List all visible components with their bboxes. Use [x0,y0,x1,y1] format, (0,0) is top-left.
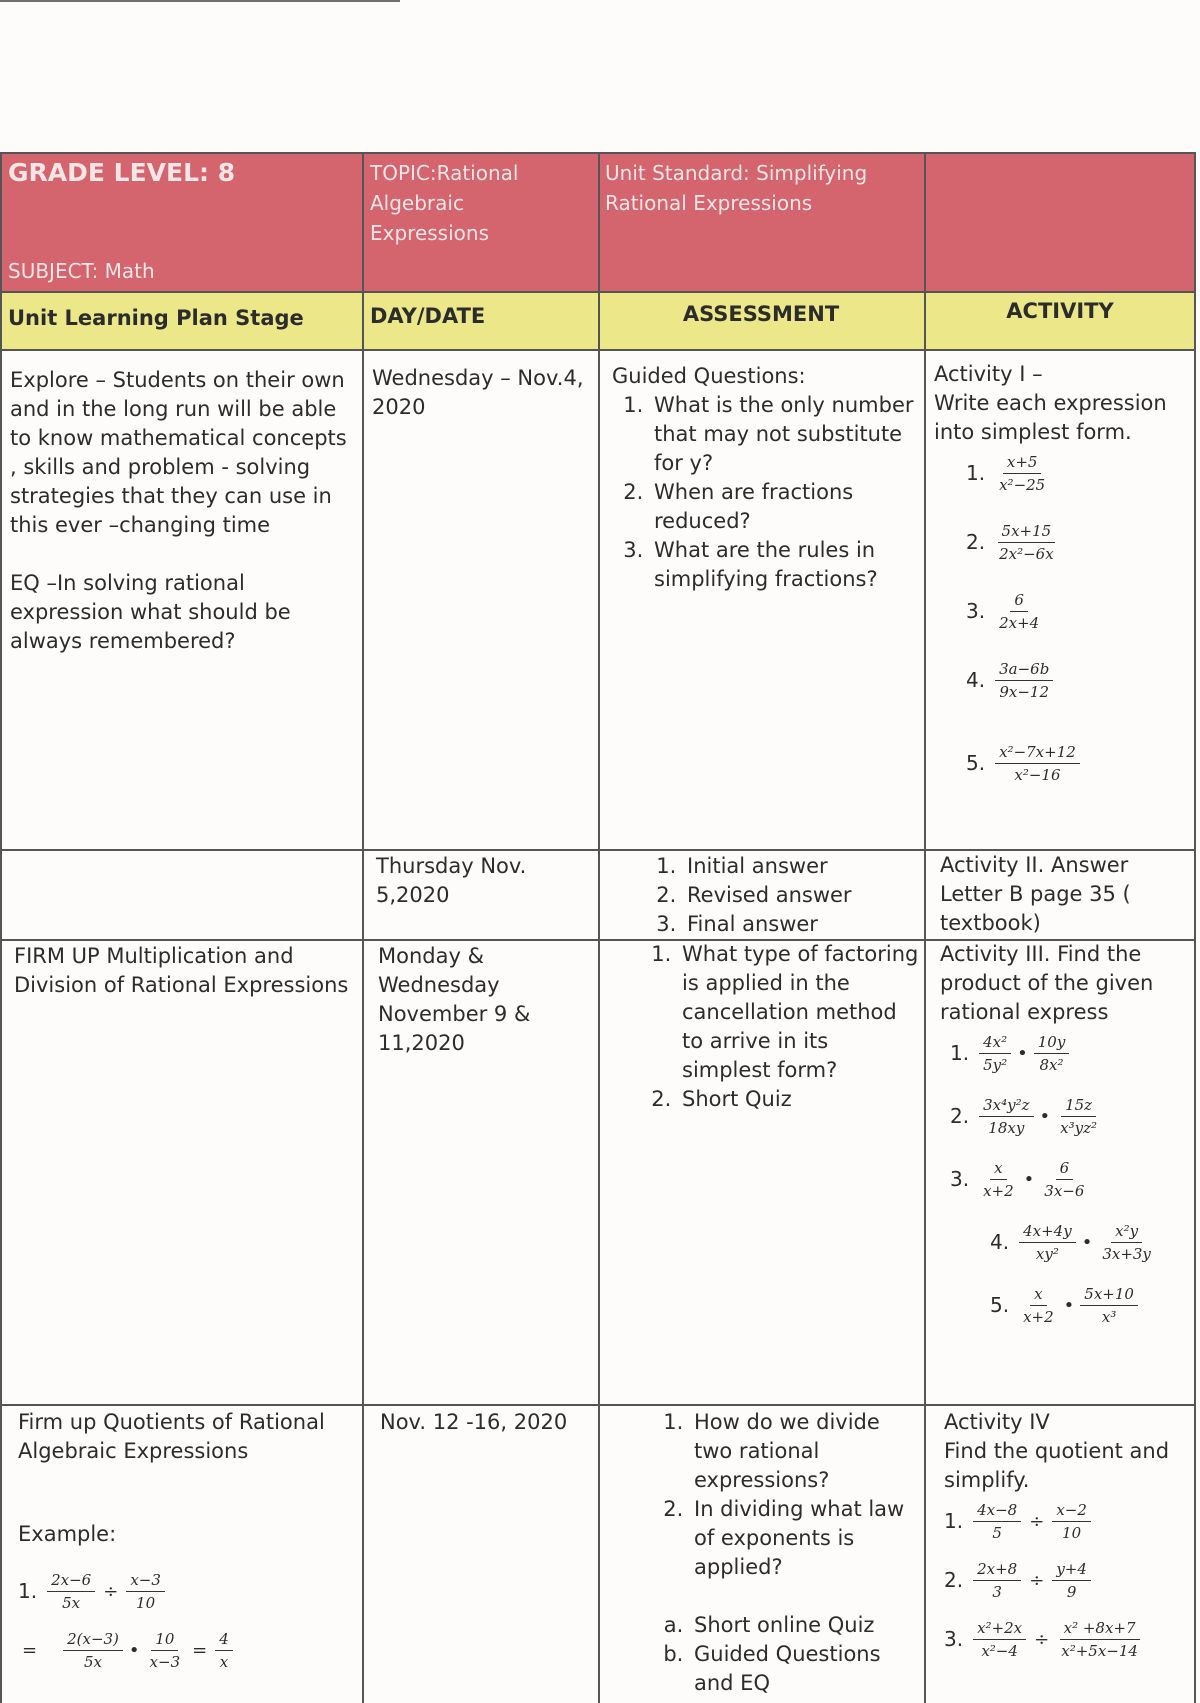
denominator: 3x+3y [1102,1245,1151,1263]
exercise-number: 2. [950,1104,970,1128]
exercise-number: 3. [944,1627,964,1651]
row1-exercise [966,453,1189,494]
divide-operator: ÷ [1029,1570,1045,1591]
rule-col3 [924,152,926,1703]
denominator: 9x−12 [999,683,1050,701]
grade-level: GRADE LEVEL: 8 [8,158,236,187]
row1-assessment-title: Guided Questions: [612,364,806,388]
row2-activity: Activity II. Answer Letter B page 35 ( textbook) [940,853,1131,935]
row3-exercise [950,1096,1192,1137]
multiply-operator: • [1039,1106,1051,1127]
numerator: 4 [215,1630,233,1651]
numerator: 5x+15 [998,522,1056,543]
numerator: x²+2x [973,1619,1026,1640]
fraction [995,660,1053,701]
divide-operator: ÷ [1029,1511,1045,1532]
row4-item-a: a. Short online Quiz [690,1611,922,1640]
row4-stage [18,1408,353,1671]
exercise-number: 1. [966,461,986,485]
row2-item-3: 3. Final answer [683,910,920,939]
row1-exercise [966,660,1189,701]
row2-item-1: 1. Initial answer [683,852,920,881]
row2-item-2: 2. Revised answer [683,881,920,910]
exercise-number: 1. [18,1579,38,1603]
row3-exercise [950,1033,1192,1074]
row2-date: Thursday Nov. 5,2020 [376,854,527,907]
example-line-1 [18,1571,353,1612]
denominator: x²+5x−14 [1061,1642,1138,1660]
fraction [1040,1159,1088,1200]
denominator: 8x² [1039,1056,1064,1074]
equals-sign: = [22,1640,38,1661]
row4-question-2: 2. In dividing what law of exponents is applied? [690,1495,922,1582]
row1-question-1: 1. What is the only number that may not substitute for y? [650,391,917,478]
row3-stage: FIRM UP Multiplication and Division of Rational Expressions [14,944,349,997]
numerator: 4x² [979,1033,1011,1054]
fraction [1080,1285,1138,1326]
fraction [995,743,1080,784]
row1-date: Wednesday – Nov.4, 2020 [372,366,584,419]
numerator: 3a−6b [995,660,1053,681]
row4-question-1: 1. How do we divide two rational expressions? [690,1408,922,1495]
row1-stage-text: Explore – Students on their own and in the long run will be able to know mathematical concepts , skills and problem - solving strategies that they can use in this ever –changing time [10,368,347,537]
numerator: 15z [1061,1096,1096,1117]
numerator: x [990,1159,1006,1180]
numerator: x²−7x+12 [995,743,1080,764]
denominator: 3 [992,1583,1002,1601]
denominator: x³yz² [1060,1119,1097,1137]
multiply-operator: • [1023,1169,1035,1190]
exercise-number: 5. [966,751,986,775]
row3-question-2: 2. Short Quiz [678,1085,920,1114]
row1-exercise [966,522,1189,563]
fraction [1052,1560,1091,1601]
divide-operator: ÷ [103,1581,119,1602]
fraction [63,1630,123,1671]
numerator: x+5 [1003,453,1042,474]
exercise-number: 4. [990,1230,1010,1254]
fraction [1057,1619,1142,1660]
rule-col1 [362,152,364,1703]
row4-exercise [944,1560,1192,1601]
denominator: 5 [992,1524,1002,1542]
divide-operator: ÷ [1034,1629,1050,1650]
multiply-operator: • [128,1640,140,1661]
exercise-number: 3. [950,1167,970,1191]
col-assessment-header: ASSESSMENT [682,302,840,326]
fraction [215,1630,233,1671]
row4-activity-text: Find the quotient and simplify. [944,1439,1170,1492]
numerator: x−2 [1052,1501,1091,1522]
denominator: 2x²−6x [999,545,1054,563]
exercise-number: 1. [950,1041,970,1065]
denominator: 10 [136,1594,156,1612]
exercise-number: 4. [966,668,986,692]
numerator: x²y [1111,1222,1142,1243]
denominator: x+2 [1023,1308,1054,1326]
row4-activity [944,1408,1192,1660]
numerator: 2(x−3) [63,1630,123,1651]
multiply-operator: • [1017,1043,1028,1064]
numerator: 10y [1034,1033,1070,1054]
denominator: x−3 [149,1653,181,1671]
row4-exercise [944,1501,1192,1542]
numerator: 10 [151,1630,178,1651]
topic: TOPIC:Rational Algebraic Expressions [370,161,519,245]
numerator: 3x⁴y²z [979,1096,1033,1117]
row3-exercise [990,1222,1192,1263]
denominator: x+2 [983,1182,1014,1200]
scan-edge-line [0,0,400,2]
exercise-number: 1. [944,1509,964,1533]
numerator: x² +8x+7 [1060,1619,1140,1640]
row1-exercise-list [966,453,1189,784]
numerator: 5x+10 [1080,1285,1138,1306]
row1-exercise [966,743,1189,784]
exercise-number: 5. [990,1293,1010,1317]
row1-assessment [612,362,917,594]
row1-activity [934,360,1189,784]
exercise-number: 3. [966,599,986,623]
denominator: x [219,1653,229,1671]
fraction [1052,1501,1091,1542]
row3-date: Monday & Wednesday November 9 & 11,2020 [378,944,531,1055]
row4-exercise [944,1619,1192,1660]
row3-exercise [950,1159,1192,1200]
numerator: 6 [1010,591,1028,612]
rule-right [1194,152,1196,1703]
subject: SUBJECT: Math [8,259,155,283]
numerator: x [1030,1285,1046,1306]
fraction [979,1096,1033,1137]
row1-exercise [966,591,1189,632]
fraction [979,1159,1018,1200]
row4-assessment [652,1408,922,1698]
row4-stage-text: Firm up Quotients of Rational Algebraic Expressions [18,1410,325,1463]
fraction [1019,1285,1058,1326]
fraction [973,1560,1021,1601]
row2-assessment [645,852,920,939]
row1-activity-title: Activity I – [934,362,1043,386]
row4-exercise-list [944,1501,1192,1660]
fraction [995,591,1043,632]
row1-activity-text: Write each expression into simplest form. [934,391,1167,444]
rule-col2 [598,152,600,1703]
row1-question-2: 2. When are fractions reduced? [650,478,917,536]
example-line-2 [18,1630,353,1671]
row3-assessment [640,940,920,1114]
row3-exercise-list [950,1033,1192,1326]
numerator: 6 [1056,1159,1074,1180]
col-stage-header: Unit Learning Plan Stage [8,306,304,330]
example-label: Example: [18,1522,117,1546]
fraction [1019,1222,1076,1263]
row3-exercise [990,1285,1192,1326]
denominator: 9 [1066,1583,1077,1601]
fraction [1056,1096,1101,1137]
numerator: 4x−8 [973,1501,1021,1522]
denominator: 5x [62,1594,81,1612]
numerator: 2x−6 [47,1571,95,1592]
denominator: x²−16 [1014,766,1061,784]
fraction [1034,1033,1070,1074]
unit-standard: Unit Standard: Simplifying Rational Expressions [605,161,868,215]
multiply-operator: • [1063,1295,1075,1316]
equals-sign: = [192,1640,208,1661]
numerator: x−3 [126,1571,165,1592]
denominator: x²−25 [999,476,1046,494]
numerator: 4x+4y [1019,1222,1076,1243]
denominator: 2x+4 [999,614,1040,632]
denominator: 18xy [988,1119,1025,1137]
multiply-operator: • [1081,1232,1093,1253]
exercise-number: 2. [966,530,986,554]
exercise-number: 2. [944,1568,964,1592]
fraction [973,1501,1021,1542]
row3-activity [940,940,1192,1326]
denominator: x³ [1101,1308,1117,1326]
row1-eq: EQ –In solving rational expression what should be always remembered? [10,571,291,653]
fraction [1098,1222,1155,1263]
fraction [126,1571,165,1612]
numerator: 2x+8 [973,1560,1021,1581]
fraction [995,522,1058,563]
row4-item-b: b. Guided Questions and EQ [690,1640,922,1698]
denominator: xy² [1035,1245,1059,1263]
row3-question-1: 1. What type of factoring is applied in the cancellation method to arrive in its simplest form? [678,940,920,1085]
denominator: 3x−6 [1044,1182,1085,1200]
rule-left [0,152,2,1703]
lesson-plan-table [0,152,1196,1703]
row3-activity-text: Activity III. Find the product of the given rational express [940,942,1154,1024]
row1-question-3: 3. What are the rules in simplifying fractions? [650,536,917,594]
row4-date: Nov. 12 -16, 2020 [380,1410,568,1434]
denominator: x²−4 [981,1642,1018,1660]
col-activity-header: ACTIVITY [1006,299,1114,323]
fraction [47,1571,95,1612]
fraction [973,1619,1026,1660]
denominator: 5y² [983,1056,1008,1074]
fraction [995,453,1049,494]
numerator: y+4 [1052,1560,1091,1581]
denominator: 5x [84,1653,103,1671]
col-date-header: DAY/DATE [370,304,486,328]
fraction [146,1630,185,1671]
row1-stage [10,366,355,656]
fraction [979,1033,1011,1074]
denominator: 10 [1062,1524,1082,1542]
row4-activity-title: Activity IV [944,1410,1050,1434]
